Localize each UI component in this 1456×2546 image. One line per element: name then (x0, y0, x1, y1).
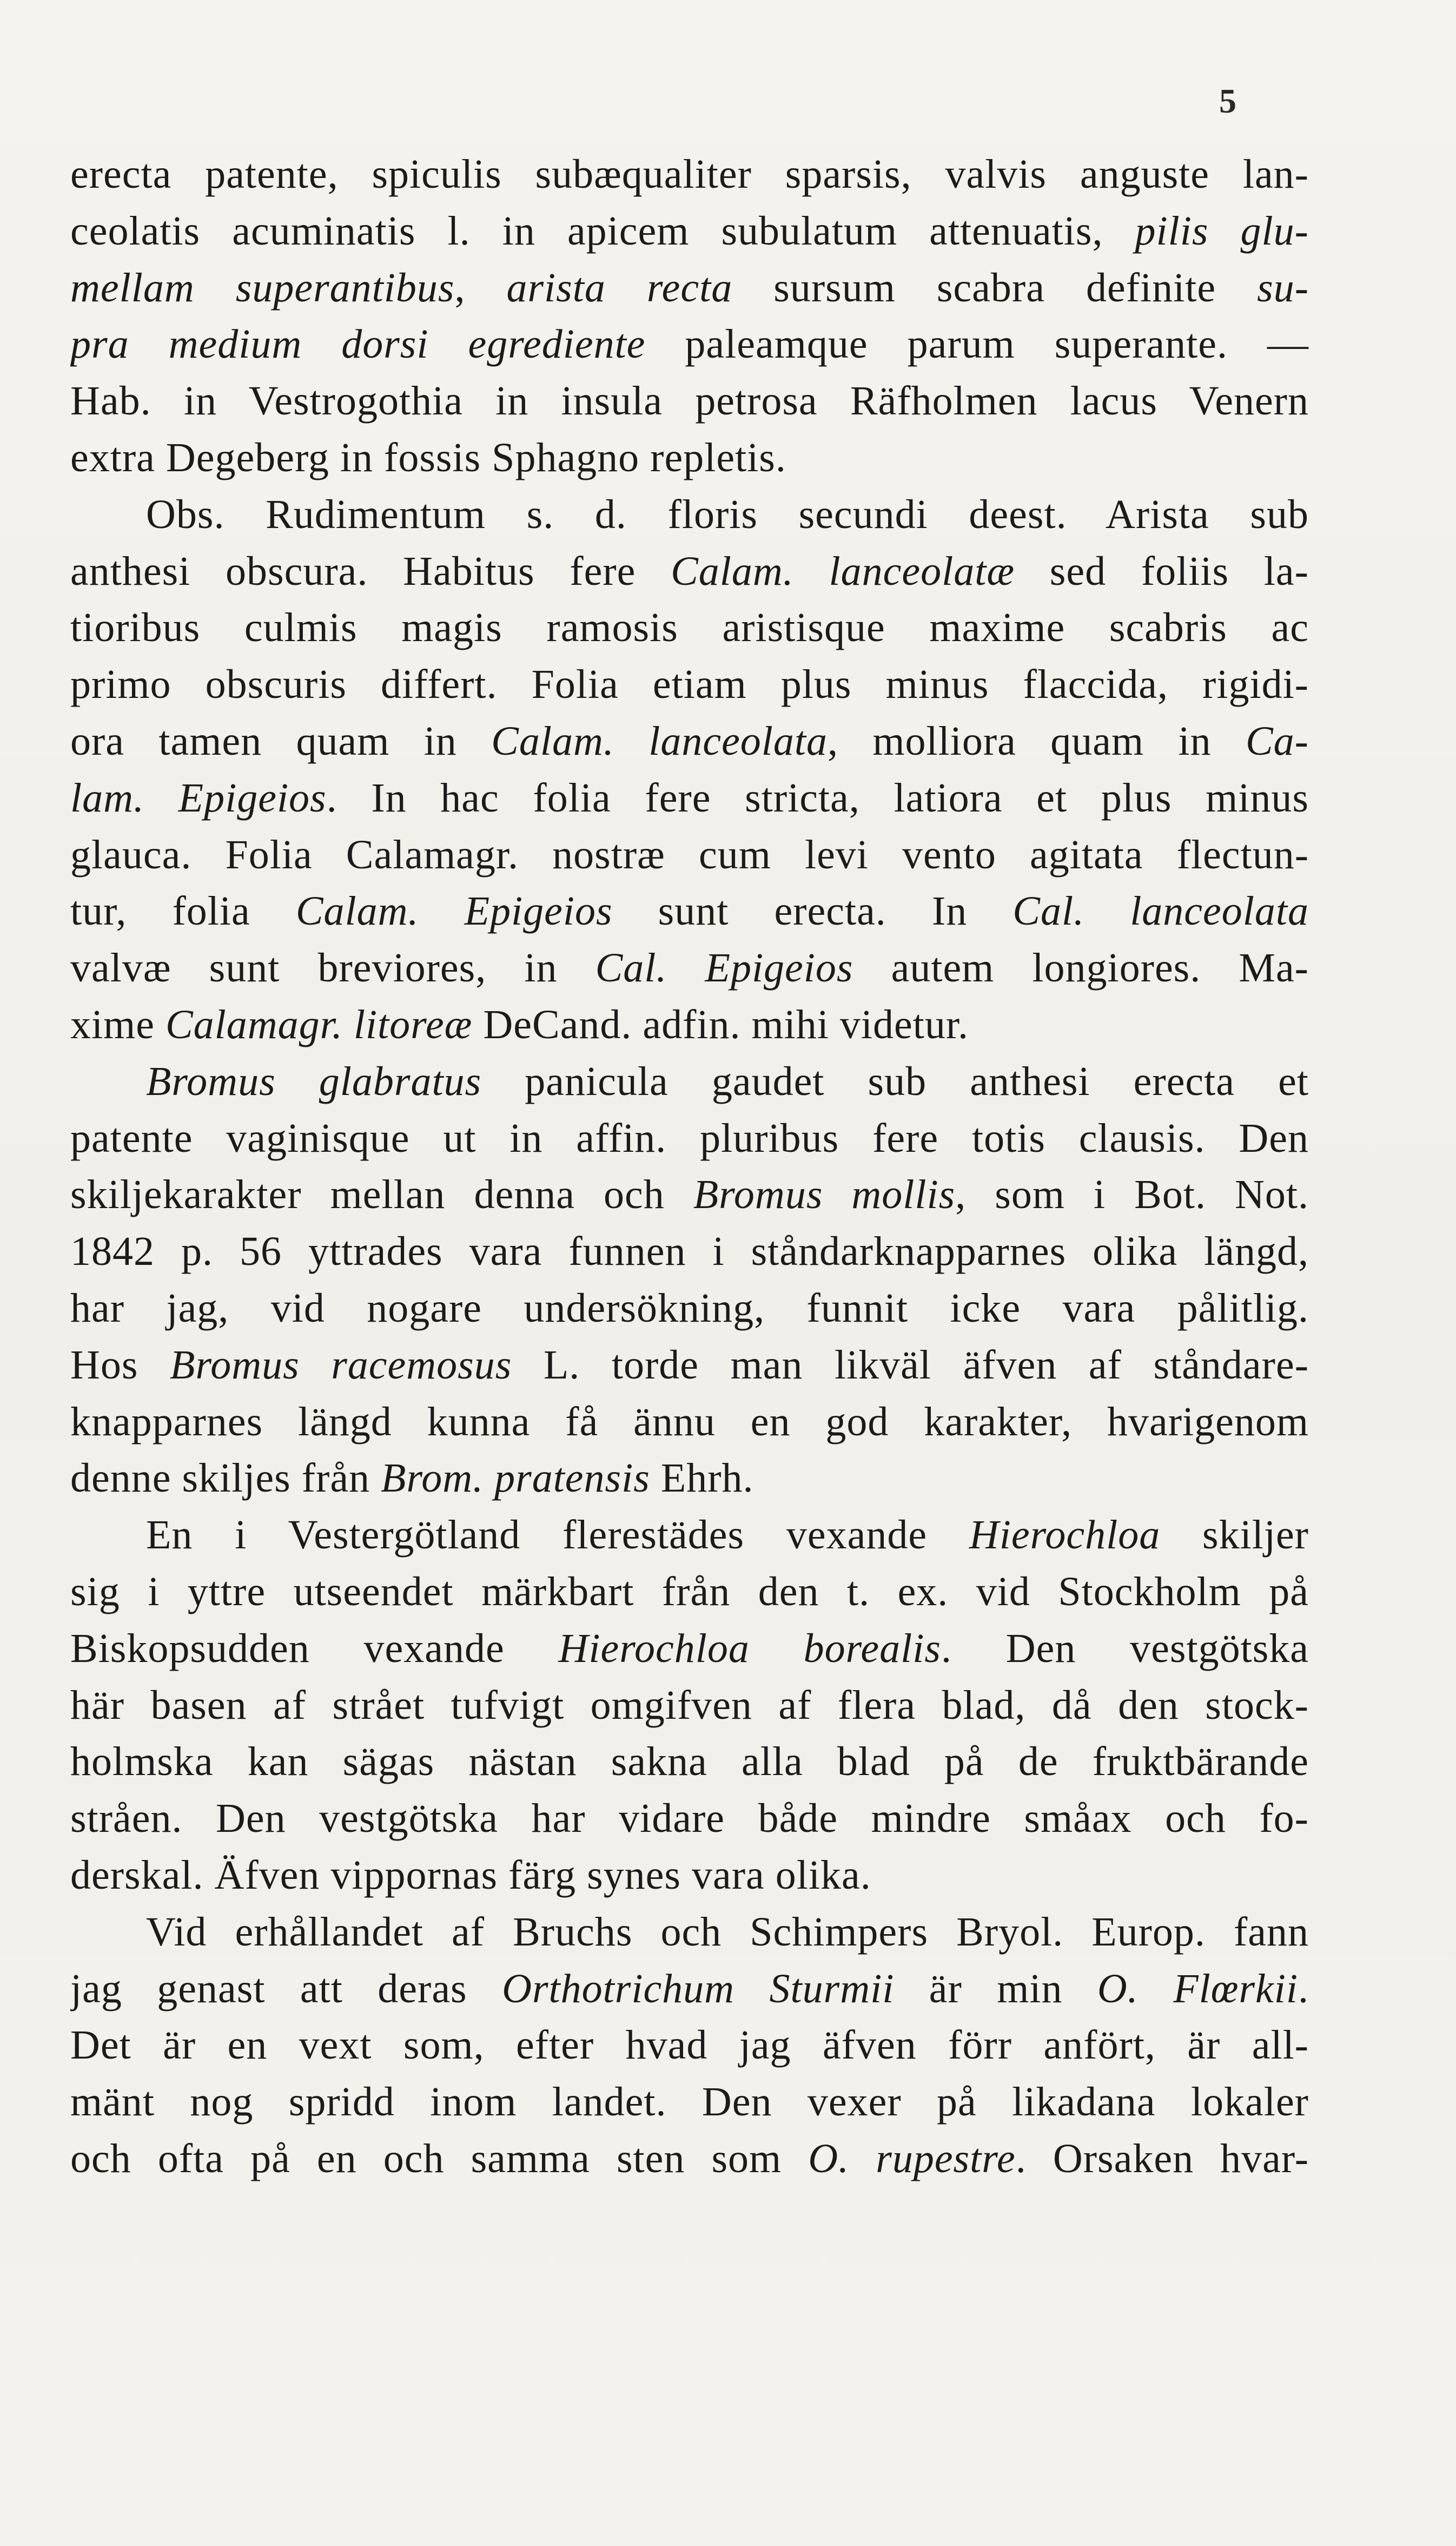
text-line (70, 1223, 1309, 1280)
text-segment: Hos (70, 1342, 170, 1388)
text-line (70, 1847, 1309, 1904)
text-line (70, 1337, 1309, 1394)
text-segment: , molliora quam in (828, 718, 1246, 764)
text-segment: tur, folia (70, 888, 296, 934)
text-segment: primo obscuris differt. Folia etiam plus minus flaccida, rigidi- (70, 662, 1309, 708)
text-segment: sunt erecta. In (612, 888, 1013, 934)
text-segment: autem longiores. Ma- (853, 945, 1309, 991)
text-segment: . (1298, 1965, 1309, 2011)
italic-text-segment: lam. Epigeios (70, 775, 327, 821)
italic-text-segment: pra medium dorsi egrediente (70, 321, 646, 367)
italic-text-segment: Bromus racemosus (170, 1342, 512, 1388)
text-line (70, 1110, 1309, 1167)
italic-text-segment: Calamagr. litoreæ (165, 1001, 473, 1047)
text-line (70, 1620, 1309, 1677)
text-line (70, 543, 1309, 600)
text-line (70, 713, 1309, 770)
italic-text-segment: Hierochloa borealis (558, 1625, 941, 1671)
text-line (70, 2017, 1309, 2074)
text-line (70, 373, 1309, 430)
italic-text-segment: pilis glu- (1135, 208, 1309, 254)
text-segment: knapparnes längd kunna få ännu en god karakter, hvarigenom (70, 1399, 1309, 1445)
italic-text-segment: Brom. pratensis (381, 1455, 650, 1501)
text-segment: och ofta på en och samma sten som (70, 2135, 809, 2181)
italic-text-segment: Ca- (1245, 718, 1309, 764)
text-segment: Ehrh. (650, 1455, 754, 1501)
text-line (70, 940, 1309, 997)
text-segment: ora tamen quam in (70, 718, 492, 764)
text-line (70, 1564, 1309, 1620)
text-segment: sed foliis la- (1015, 548, 1309, 594)
text-segment: Vid erhållandet af Bruchs och Schimpers Bryol. Europ. fann (146, 1909, 1309, 1955)
page-number: 5 (1219, 82, 1236, 120)
text-line (70, 1733, 1309, 1790)
italic-text-segment: Cal. Epigeios (595, 945, 853, 991)
text-segment: anthesi obscura. Habitus fere (70, 548, 671, 594)
text-segment: glauca. Folia Calamagr. nostræ cum levi vento agitata flectun- (70, 832, 1309, 878)
text-segment: mänt nog spridd inom landet. Den vexer på likadana lokaler (70, 2079, 1309, 2125)
italic-text-segment: Bromus glabratus (146, 1058, 482, 1104)
text-segment: , som i Bot. Not. (955, 1172, 1309, 1218)
text-segment: DeCand. adfin. mihi videtur. (472, 1001, 969, 1047)
text-segment: här basen af strået tufvigt omgifven af flera blad, då den stock- (70, 1682, 1309, 1728)
text-line (70, 656, 1309, 713)
text-segment: holmska kan sägas nästan sakna alla blad på de fruktbärande (70, 1739, 1309, 1785)
text-line (70, 146, 1309, 203)
italic-text-segment: Hierochloa (969, 1512, 1161, 1558)
text-line (70, 827, 1309, 883)
text-segment: , (454, 265, 507, 311)
text-segment: Biskopsudden vexande (70, 1625, 559, 1671)
text-line (70, 316, 1309, 373)
italic-text-segment: Calam. lanceolata (491, 718, 828, 764)
text-segment: skiljer (1160, 1512, 1309, 1558)
text-segment: . In hac folia fere stricta, latiora et plus minus (326, 775, 1309, 821)
text-line (70, 2131, 1309, 2187)
text-line (70, 1053, 1309, 1110)
text-segment: sig i yttre utseendet märkbart från den t. ex. vid Stockholm på (70, 1568, 1309, 1614)
text-segment: har jag, vid nogare undersökning, funnit icke vara pålitlig. (70, 1285, 1309, 1331)
italic-text-segment: Orthotrichum Sturmii (502, 1965, 895, 2011)
text-line (70, 1677, 1309, 1734)
text-line (70, 1790, 1309, 1847)
italic-text-segment: su- (1257, 265, 1309, 311)
text-segment: är min (894, 1965, 1097, 2011)
text-line (70, 1961, 1309, 2017)
text-line (70, 1450, 1309, 1507)
text-line (70, 260, 1309, 316)
text-segment: panicula gaudet sub anthesi erecta et (481, 1058, 1309, 1104)
text-segment: valvæ sunt breviores, in (70, 945, 595, 991)
text-segment: En i Vestergötland flerestädes vexande (146, 1512, 969, 1558)
italic-text-segment: arista recta (506, 265, 733, 311)
text-line (70, 1904, 1309, 1961)
text-line (70, 599, 1309, 656)
text-segment: extra Degeberg in fossis Sphagno repletis. (70, 434, 786, 480)
text-segment: Hab. in Vestrogothia in insula petrosa Räfholmen lacus Venern (70, 378, 1309, 424)
text-line (70, 486, 1309, 543)
text-segment: tioribus culmis magis ramosis aristisque maxime scabris ac (70, 605, 1309, 651)
italic-text-segment: Bromus mollis (693, 1172, 956, 1218)
text-segment: . Den vestgötska (941, 1625, 1309, 1671)
text-segment: L. torde man likväl äfven af ståndare- (512, 1342, 1309, 1388)
text-line (70, 2074, 1309, 2131)
text-line (70, 1507, 1309, 1564)
body-text (70, 146, 1309, 2187)
text-segment: patente vaginisque ut in affin. pluribus fere totis clausis. Den (70, 1115, 1309, 1161)
text-segment: ceolatis acuminatis l. in apicem subulatum attenuatis, (70, 208, 1135, 254)
text-line (70, 1166, 1309, 1223)
text-segment: Obs. Rudimentum s. d. floris secundi deest. Arista sub (146, 491, 1309, 537)
text-segment: sursum scabra definite (732, 265, 1258, 311)
text-line (70, 997, 1309, 1053)
text-line (70, 1394, 1309, 1450)
text-segment: skiljekarakter mellan denna och (70, 1172, 693, 1218)
text-line (70, 770, 1309, 827)
text-segment: jag genast att deras (70, 1965, 502, 2011)
text-segment: derskal. Äfven vippornas färg synes vara olika. (70, 1852, 871, 1898)
text-segment: Det är en vext som, efter hvad jag äfven förr anfört, är all- (70, 2022, 1309, 2068)
text-segment: xime (70, 1001, 166, 1047)
italic-text-segment: Calam. Epigeios (295, 888, 613, 934)
italic-text-segment: mellam superantibus (70, 265, 455, 311)
text-line (70, 1280, 1309, 1337)
text-line (70, 430, 1309, 486)
text-line (70, 203, 1309, 260)
text-segment: erecta patente, spiculis subæqualiter sparsis, valvis anguste lan- (70, 151, 1309, 197)
text-segment: 1842 p. 56 yttrades vara funnen i ståndarknapparnes olika längd, (70, 1229, 1309, 1275)
italic-text-segment: O. Flœrkii (1097, 1965, 1298, 2011)
text-segment: stråen. Den vestgötska har vidare både mindre småax och fo- (70, 1796, 1309, 1842)
text-segment: . Orsaken hvar- (1015, 2135, 1309, 2181)
text-segment: paleamque parum superante. — (645, 321, 1309, 367)
text-segment: denne skiljes från (70, 1455, 381, 1501)
italic-text-segment: O. rupestre (808, 2135, 1016, 2181)
italic-text-segment: Calam. lanceolatæ (671, 548, 1015, 594)
text-line (70, 883, 1309, 940)
italic-text-segment: Cal. lanceolata (1012, 888, 1309, 934)
